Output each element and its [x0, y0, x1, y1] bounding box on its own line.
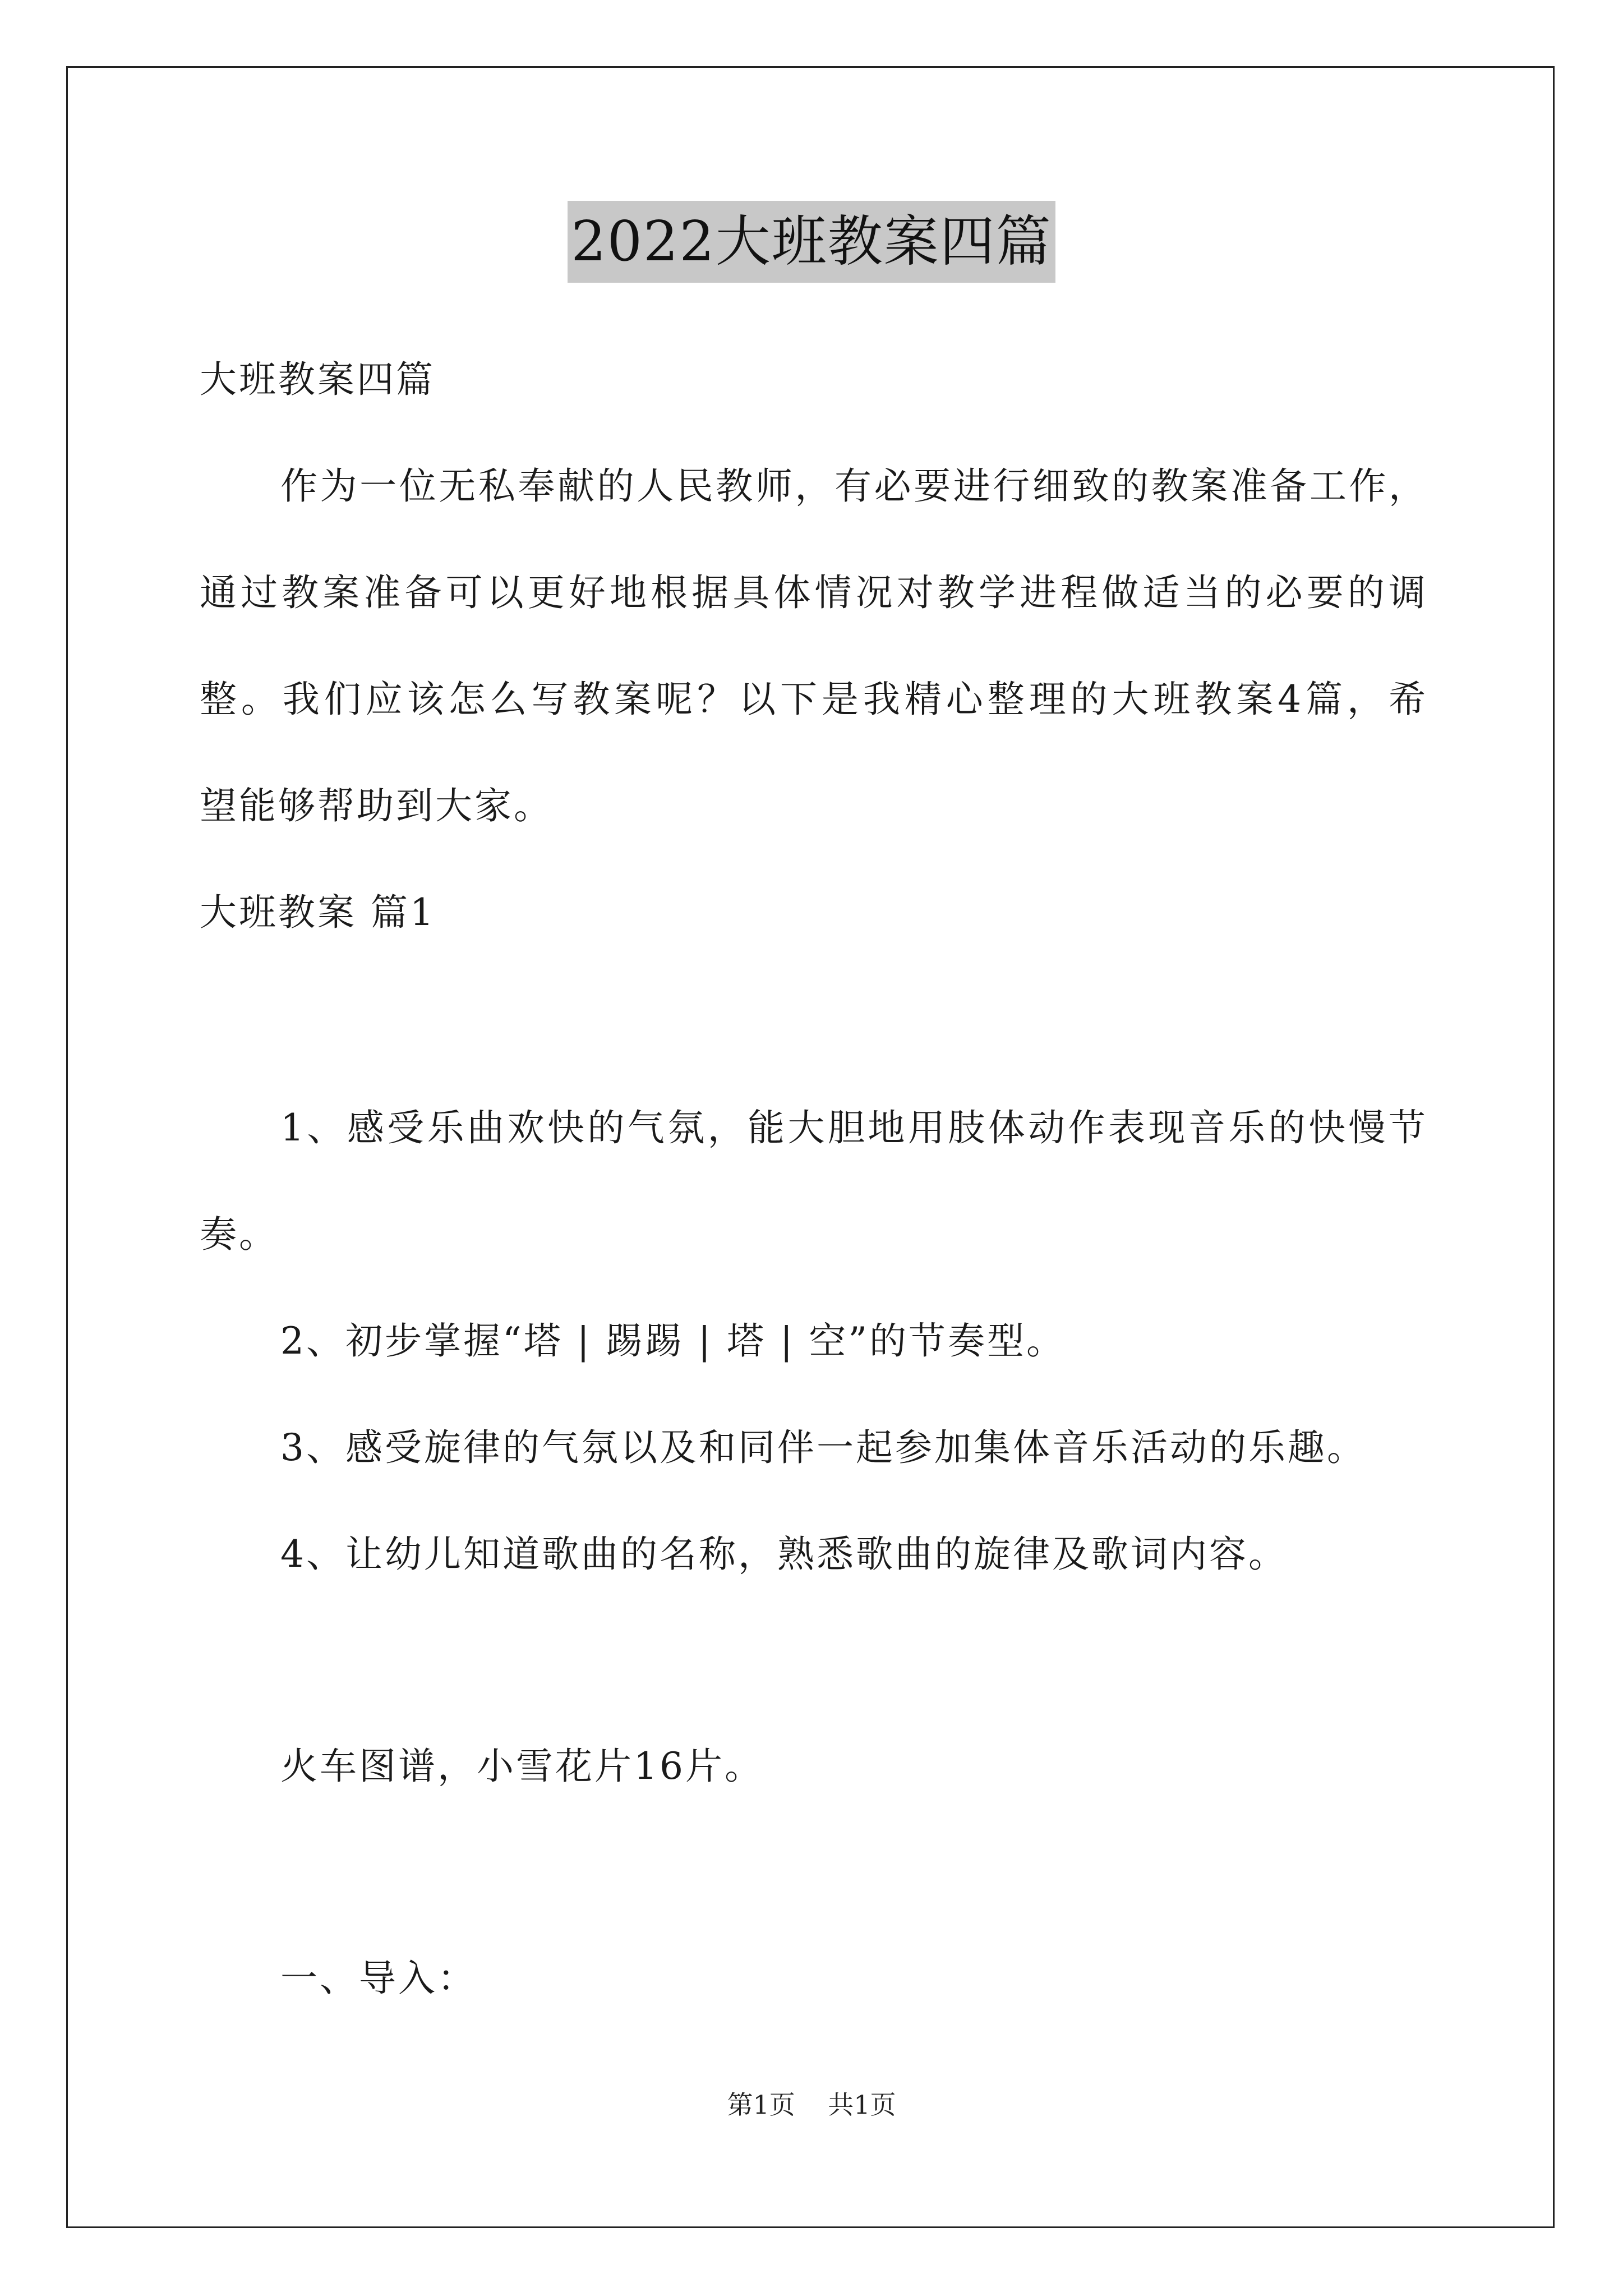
- goal-line-3: 3、感受旋律的气氛以及和同伴一起参加集体音乐活动的乐趣。: [280, 1426, 1366, 1469]
- goal-line-2: 2、初步掌握“塔 | 踢踢 | 塔 | 空”的节奏型。: [280, 1319, 1066, 1363]
- document-subtitle: 大班教案四篇: [200, 358, 435, 401]
- intro-line-1: 作为一位无私奉献的人民教师，有必要进行细致的教案准备工作，: [280, 464, 1428, 508]
- intro-line-2: 通过教案准备可以更好地根据具体情况对教学进程做适当的必要的调: [200, 571, 1428, 614]
- step-heading: 一、导入：: [280, 1957, 477, 2000]
- materials-line: 火车图谱，小雪花片16片。: [280, 1745, 764, 1788]
- page-footer: 第1页 共1页: [727, 2090, 896, 2120]
- section-heading: 大班教案 篇1: [200, 891, 436, 934]
- goal-line-4: 4、让幼儿知道歌曲的名称，熟悉歌曲的旋律及歌词内容。: [280, 1533, 1288, 1576]
- intro-line-4: 望能够帮助到大家。: [200, 784, 553, 827]
- title-container: [0, 201, 1623, 283]
- goal-line-1-cont: 奏。: [200, 1213, 278, 1256]
- document-title: 2022大班教案四篇: [568, 201, 1055, 283]
- goal-line-1: 1、感受乐曲欢快的气氛，能大胆地用肢体动作表现音乐的快慢节: [280, 1106, 1428, 1149]
- intro-line-3: 整。我们应该怎么写教案呢？以下是我精心整理的大班教案4篇，希: [200, 678, 1428, 721]
